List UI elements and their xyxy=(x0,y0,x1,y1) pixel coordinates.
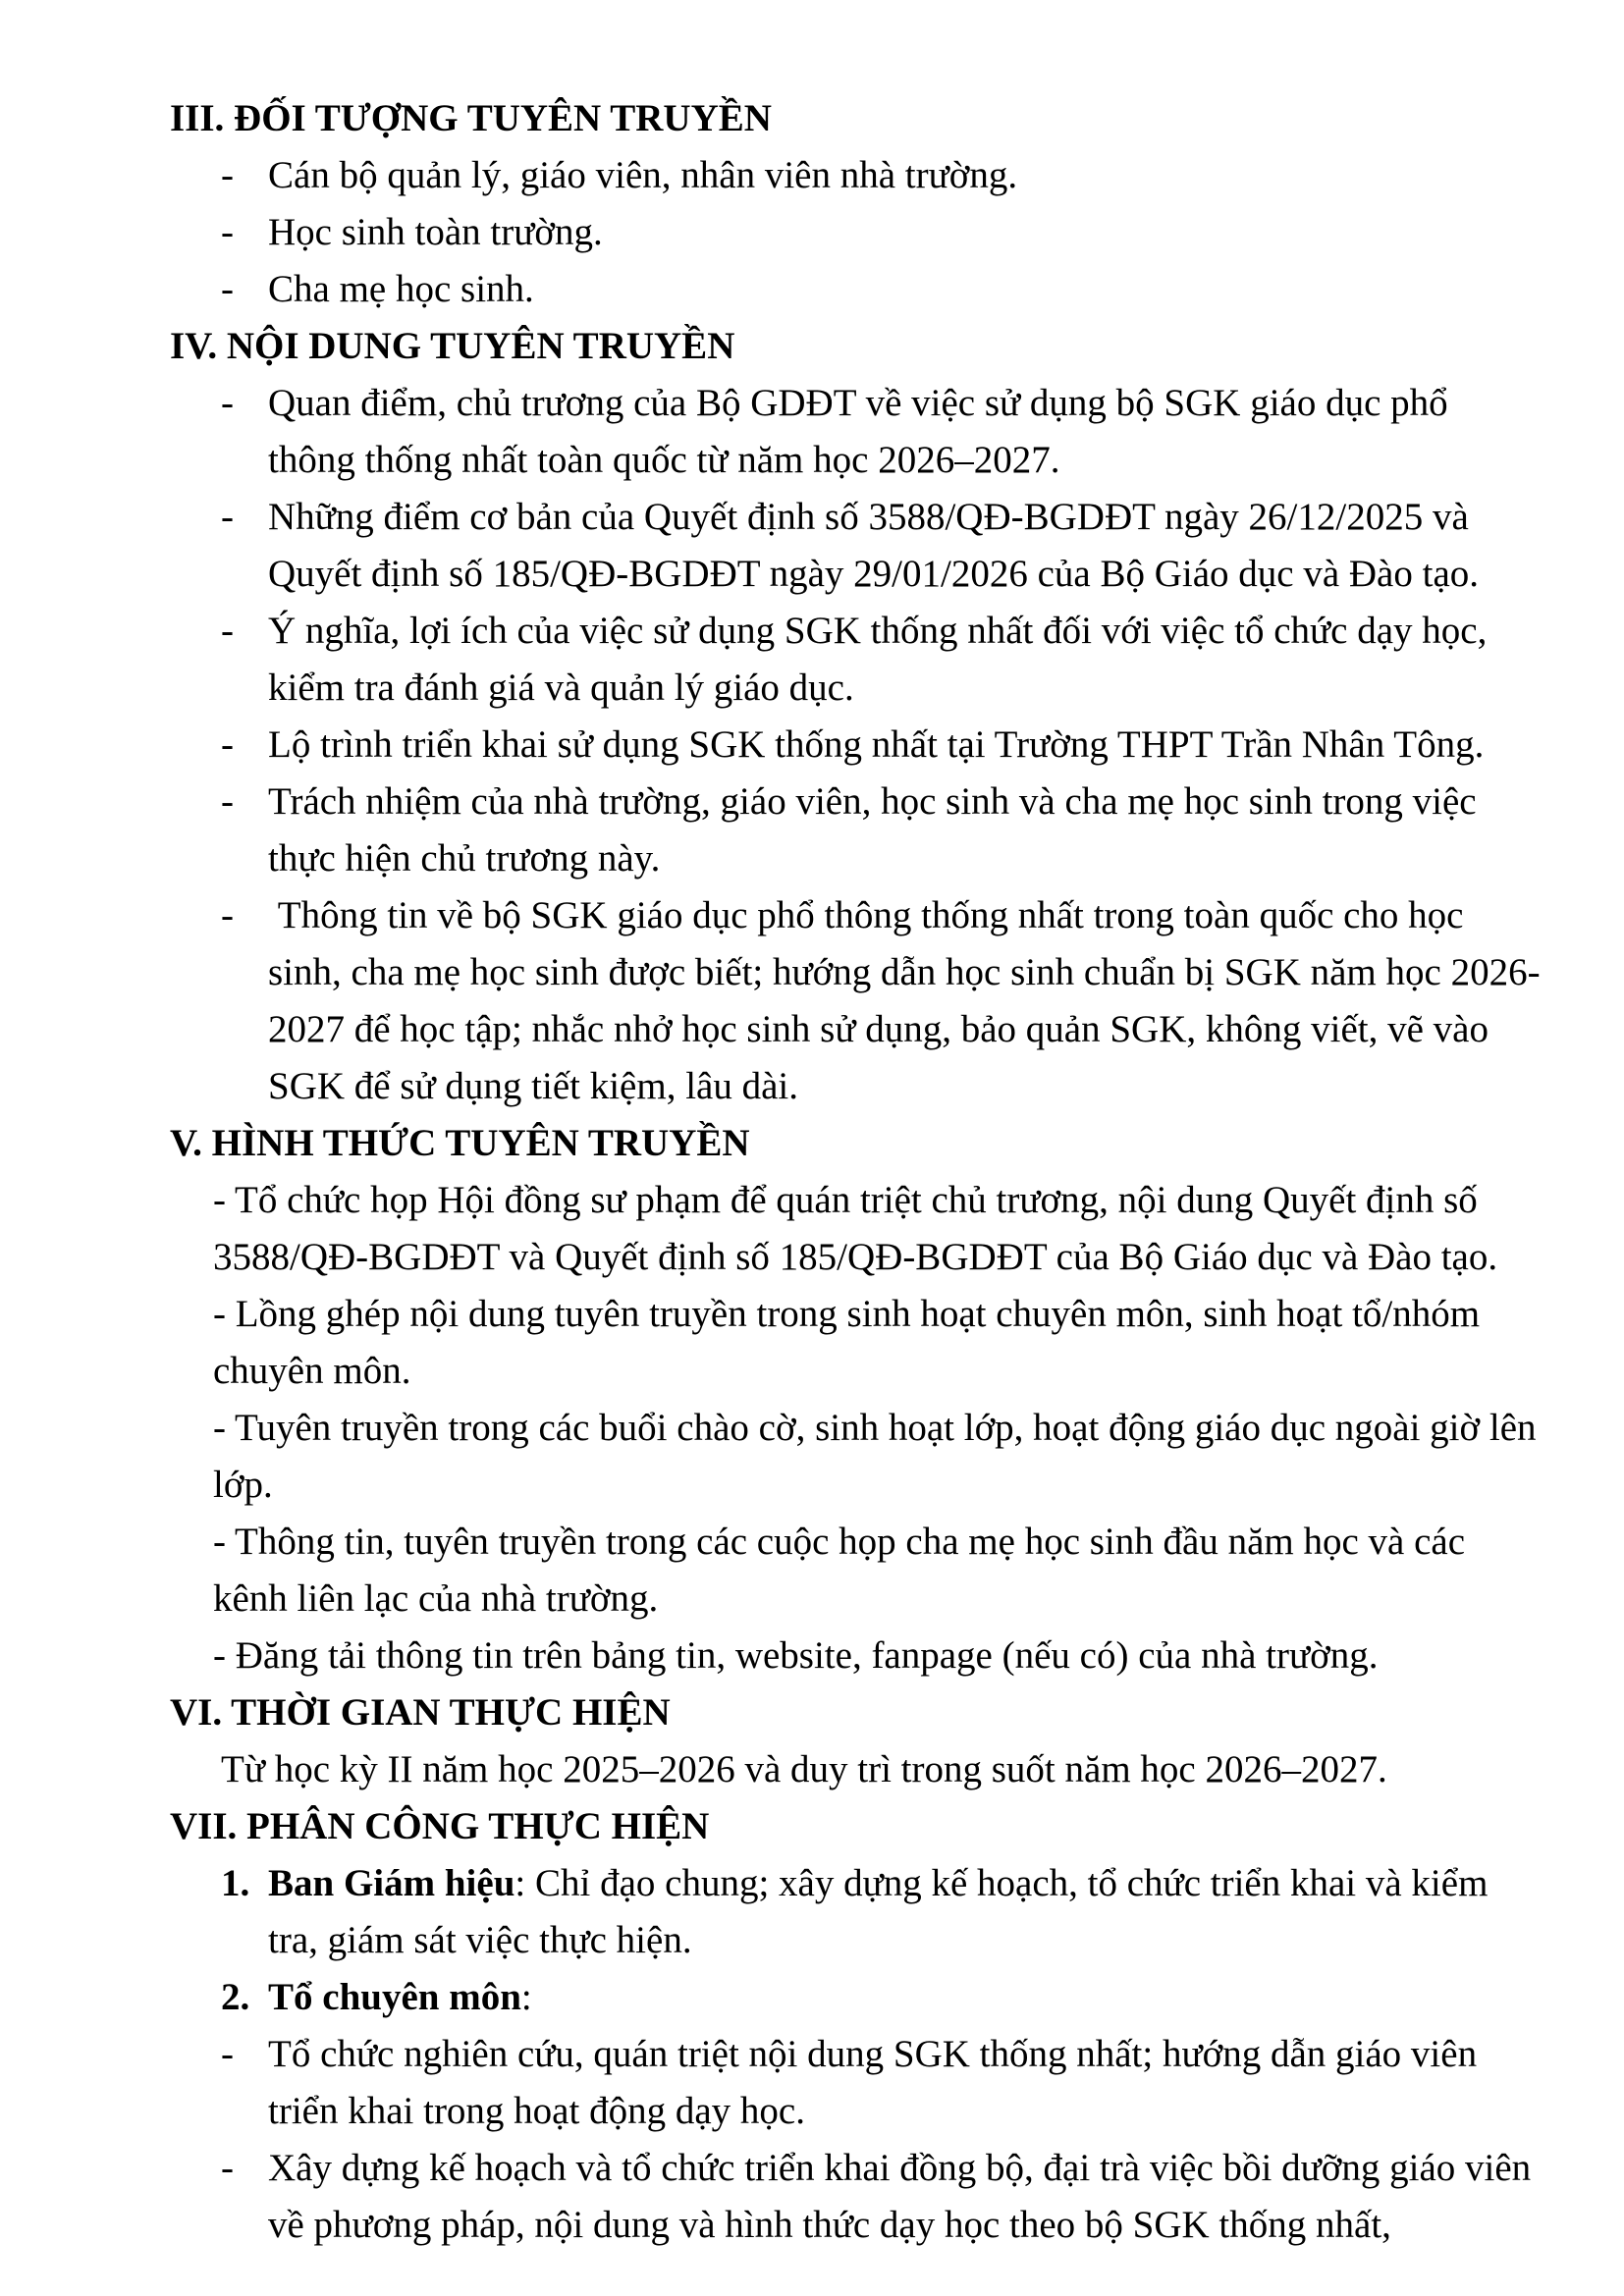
list-item-text: Quan điểm, chủ trương của Bộ GDĐT về việc sử dụng bộ SGK giáo dục phổ thông thống nhất toàn quốc từ năm học 2026–2027. xyxy=(268,382,1448,481)
list-item-text: Lộ trình triển khai sử dụng SGK thống nhất tại Trường THPT Trần Nhân Tông. xyxy=(268,723,1485,766)
list-item-text: Cán bộ quản lý, giáo viên, nhân viên nhà trường. xyxy=(268,154,1018,196)
list-item-text: Thông tin về bộ SGK giáo dục phổ thông thống nhất trong toàn quốc cho học sinh, cha mẹ học sinh được biết; hướng dẫn học sinh chuẩn bị SGK năm học 2026-2027 để học tập; nhắc nhở học sinh sử dụng, bảo quản SGK, không viết, vẽ vào SGK để sử dụng tiết kiệm, lâu dài. xyxy=(268,894,1541,1107)
paragraph: - Lồng ghép nội dung tuyên truyền trong sinh hoạt chuyên môn, sinh hoạt tổ/nhóm chuyên môn. xyxy=(213,1293,1481,1392)
dash-bullet: - xyxy=(221,2033,234,2075)
paragraph: - Tuyên truyền trong các buổi chào cờ, sinh hoạt lớp, hoạt động giáo dục ngoài giờ lên lớp. xyxy=(213,1407,1537,1506)
dash-bullet: - xyxy=(221,2147,234,2189)
paragraph: - Đăng tải thông tin trên bảng tin, website, fanpage (nếu có) của nhà trường. xyxy=(213,1634,1379,1677)
item-number: 1. xyxy=(221,1862,250,1904)
list-item xyxy=(170,375,1542,489)
paragraph: Từ học kỳ II năm học 2025–2026 và duy trì trong suốt năm học 2026–2027. xyxy=(221,1748,1387,1790)
section-heading-vii: VII. PHÂN CÔNG THỰC HIỆN xyxy=(170,1805,710,1847)
list-item-text: Ý nghĩa, lợi ích của việc sử dụng SGK thống nhất đối với việc tổ chức dạy học, kiểm tra đánh giá và quản lý giáo dục. xyxy=(268,610,1488,709)
list-item-text: Tổ chức nghiên cứu, quán triệt nội dung SGK thống nhất; hướng dẫn giáo viên triển khai trong hoạt động dạy học. xyxy=(268,2033,1478,2132)
list-item xyxy=(170,717,1542,774)
item-lead-bold: Ban Giám hiệu xyxy=(268,1862,515,1904)
numbered-item xyxy=(170,1969,1542,2026)
dash-bullet: - xyxy=(221,382,234,424)
section-heading-iii: III. ĐỐI TƯỢNG TUYÊN TRUYỀN xyxy=(170,97,772,139)
numbered-item xyxy=(170,1855,1542,1969)
list-item-text: Những điểm cơ bản của Quyết định số 3588/QĐ-BGDĐT ngày 26/12/2025 và Quyết định số 185/QĐ-BGDĐT ngày 29/01/2026 của Bộ Giáo dục và Đào tạo. xyxy=(268,496,1480,595)
list-item xyxy=(170,489,1542,603)
list-item-text: Học sinh toàn trường. xyxy=(268,211,603,253)
dash-bullet: - xyxy=(221,496,234,538)
item-text: : xyxy=(520,1976,532,2018)
dash-bullet: - xyxy=(221,894,234,936)
item-number: 2. xyxy=(221,1976,250,2018)
dash-bullet: - xyxy=(221,211,234,253)
section-heading-iv: IV. NỘI DUNG TUYÊN TRUYỀN xyxy=(170,325,735,367)
section-heading-vi: VI. THỜI GIAN THỰC HIỆN xyxy=(170,1691,671,1734)
list-item xyxy=(170,774,1542,887)
dash-bullet: - xyxy=(221,154,234,196)
list-item xyxy=(170,2026,1542,2140)
dash-bullet: - xyxy=(221,268,234,310)
paragraph: - Thông tin, tuyên truyền trong các cuộc họp cha mẹ học sinh đầu năm học và các kênh liên lạc của nhà trường. xyxy=(213,1521,1466,1620)
item-text: : Chỉ đạo chung; xây dựng kế hoạch, tổ chức triển khai và kiểm tra, giám sát việc thực hiện. xyxy=(268,1862,1489,1961)
dash-bullet: - xyxy=(221,723,234,766)
section-heading-v: V. HÌNH THỨC TUYÊN TRUYỀN xyxy=(170,1122,750,1164)
list-item-text: Xây dựng kế hoạch và tổ chức triển khai đồng bộ, đại trà việc bồi dưỡng giáo viên về phương pháp, nội dung và hình thức dạy học theo bộ SGK thống nhất, xyxy=(268,2147,1532,2246)
list-item xyxy=(170,147,1542,204)
list-item-text: Trách nhiệm của nhà trường, giáo viên, học sinh và cha mẹ học sinh trong việc thực hiện chủ trương này. xyxy=(268,780,1477,880)
list-item xyxy=(170,887,1542,1115)
list-item xyxy=(170,204,1542,261)
list-item xyxy=(170,261,1542,318)
list-item-text: Cha mẹ học sinh. xyxy=(268,268,534,310)
paragraph: - Tổ chức họp Hội đồng sư phạm để quán triệt chủ trương, nội dung Quyết định số 3588/QĐ-BGDĐT và Quyết định số 185/QĐ-BGDĐT của Bộ Giáo dục và Đào tạo. xyxy=(213,1179,1498,1278)
dash-bullet: - xyxy=(221,780,234,823)
dash-bullet: - xyxy=(221,610,234,652)
item-lead-bold: Tổ chuyên môn xyxy=(268,1976,521,2018)
list-item xyxy=(170,603,1542,717)
list-item xyxy=(170,2140,1542,2254)
